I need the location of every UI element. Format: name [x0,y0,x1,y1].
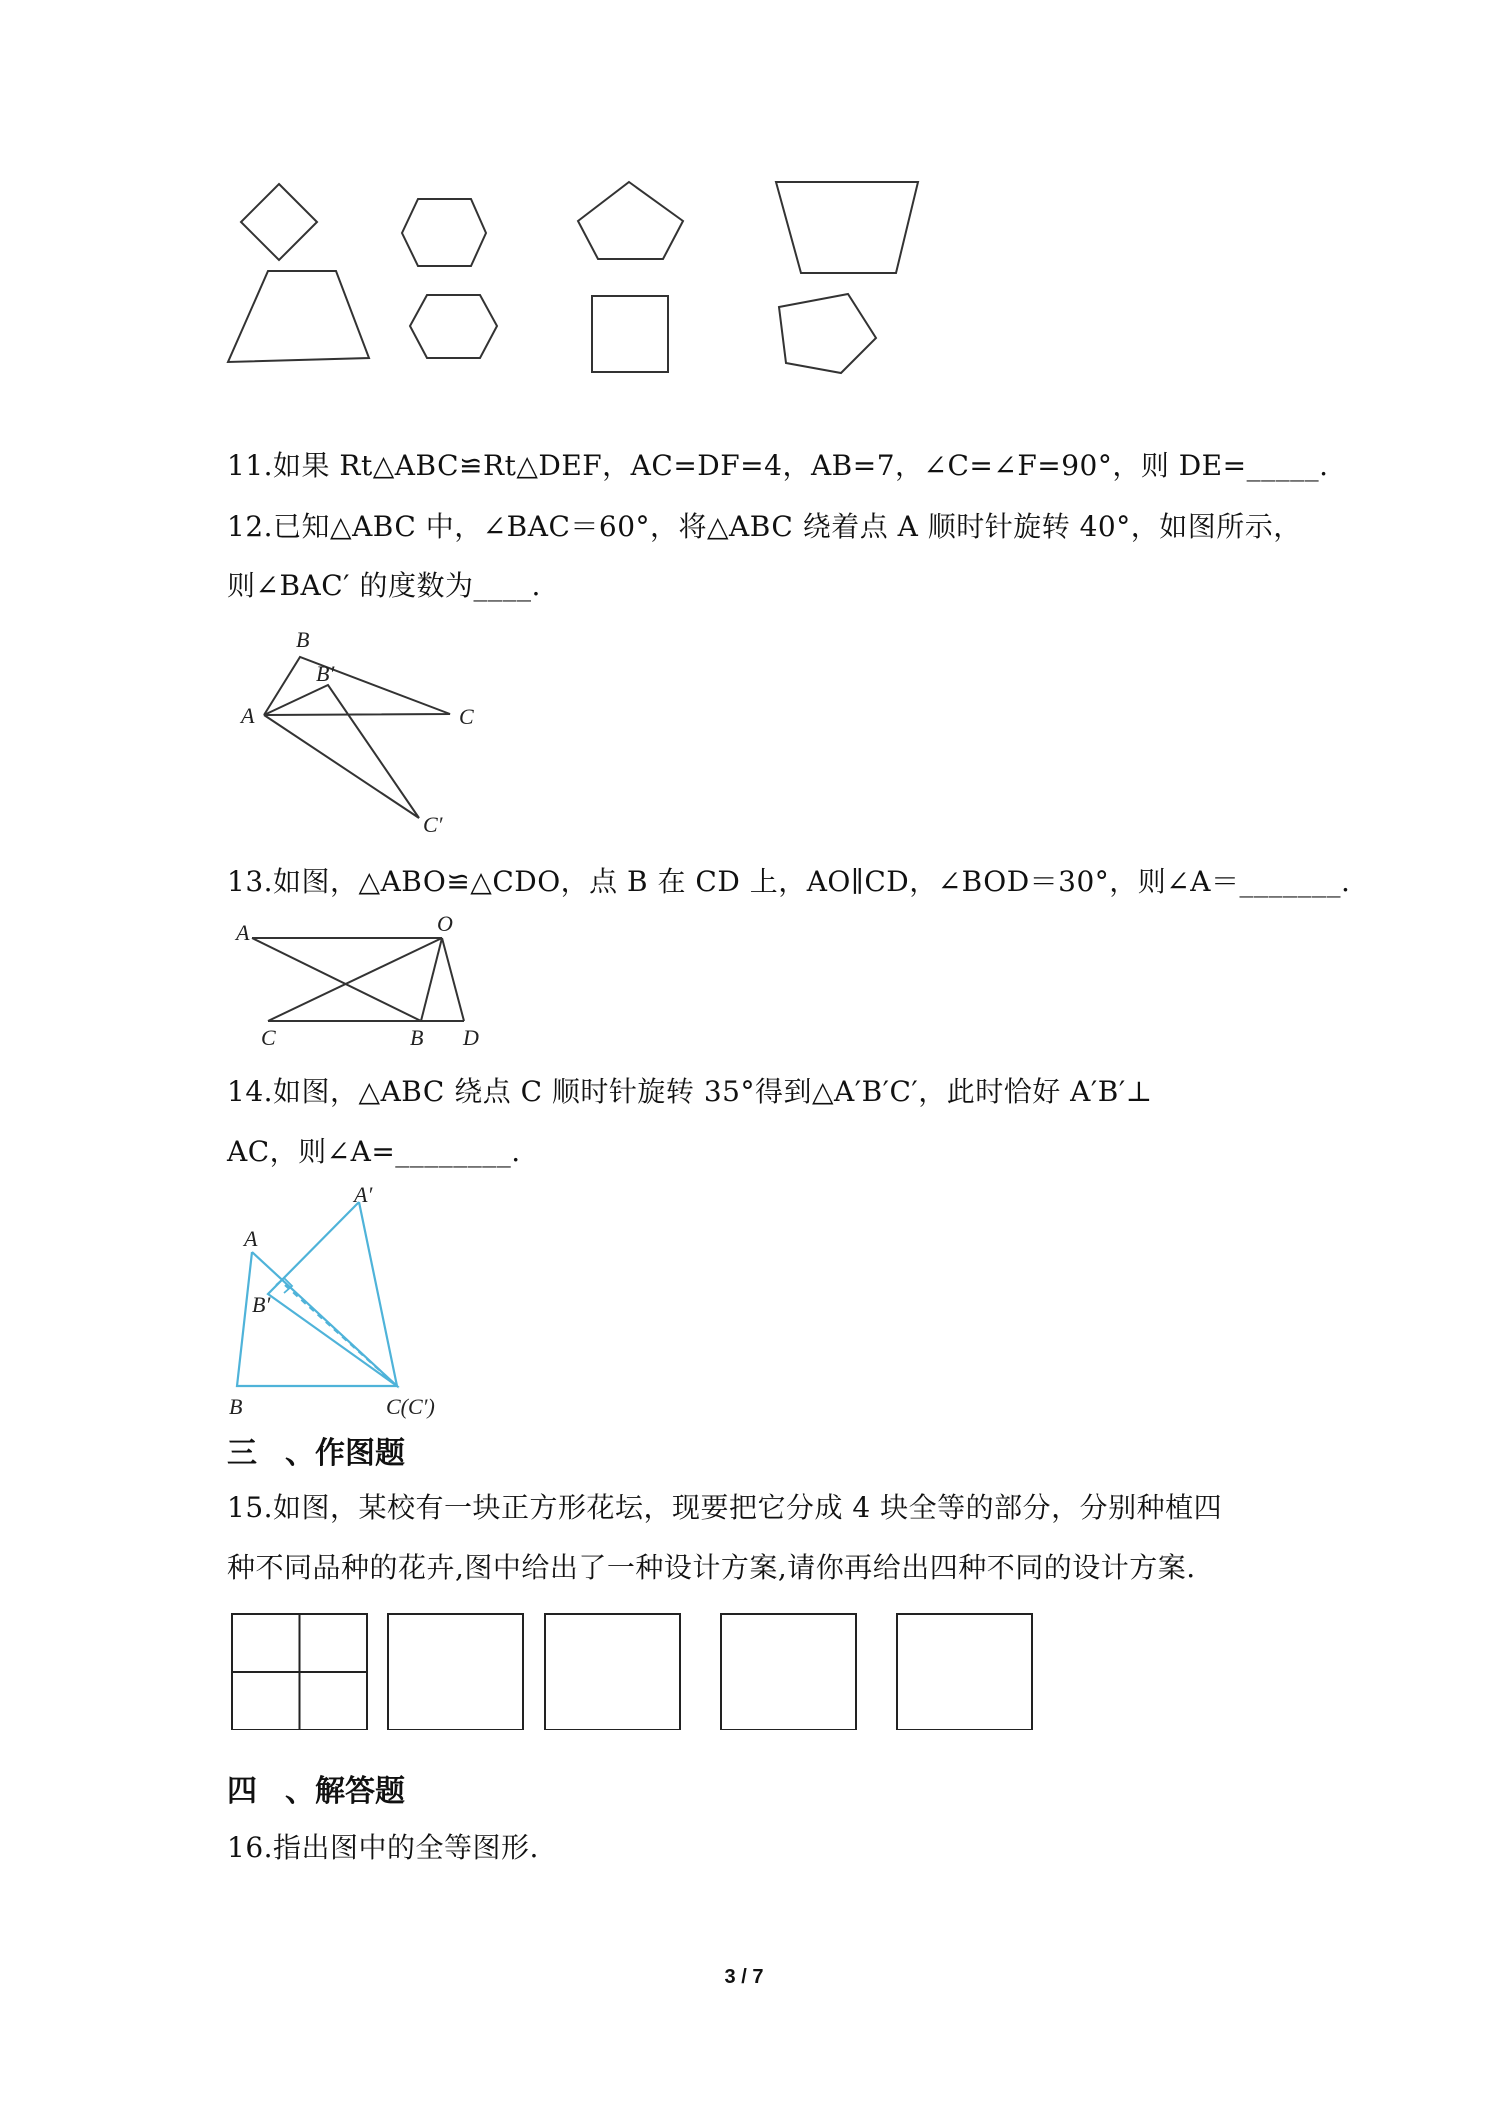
label-B: B [229,1394,243,1419]
label-C-prime: C′ [423,812,443,837]
page-number: 3 / 7 [724,1966,764,1988]
section-4-title: 、解答题 [285,1774,405,1809]
section-3-title: 、作图题 [285,1436,405,1471]
blank-design-square-4 [897,1614,1032,1730]
square-shape [592,296,668,372]
label-O: O [437,911,453,936]
section-4-number: 四 [227,1774,257,1809]
q15-flowerbed-figure [220,1600,1050,1730]
question-14-line-2: AC，则∠A=________. [227,1135,521,1168]
label-A-prime: A′ [354,1182,373,1207]
small-diamond-shape [241,184,317,260]
label-A: A [241,703,255,728]
label-B: B [410,1025,424,1050]
section-3-heading [227,1428,405,1472]
question-16: 16.指出图中的全等图形. [227,1831,539,1864]
question-15-line-1: 15.如图，某校有一块正方形花坛，现要把它分成 4 块全等的部分，分别种植四 [227,1491,1223,1524]
blank-design-square-2 [545,1614,680,1730]
trapezoid-shape-1 [228,271,369,362]
question-12-line-2: 则∠BAC′ 的度数为____. [227,569,541,602]
inverted-trapezoid-shape [776,182,918,273]
section-4-heading [227,1766,405,1810]
pentagon-shape-2 [779,294,876,373]
label-B-prime: B′ [316,661,335,686]
label-C-C-prime: C(C′) [386,1394,435,1419]
label-A: A [244,1226,258,1251]
label-B-prime: B′ [252,1292,271,1317]
q12-triangle-figure [230,620,490,840]
question-14-line-1: 14.如图，△ABC 绕点 C 顺时针旋转 35°得到△A′B′C′，此时恰好 A′B′⊥ [227,1075,1153,1108]
question-12-line-1: 12.已知△ABC 中，∠BAC＝60°，将△ABC 绕着点 A 顺时针旋转 40°，如图所示， [227,510,1302,543]
label-C: C [261,1025,276,1050]
label-B: B [296,627,310,652]
q13-figure [230,910,490,1050]
section-3-number: 三 [227,1436,257,1471]
hexagon-shape-2 [410,295,497,358]
question-11: 11.如果 Rt△ABC≌Rt△DEF，AC=DF=4，AB=7，∠C=∠F=90°，则 DE=_____. [227,449,1329,482]
shapes-figure [0,0,1488,400]
label-D: D [463,1025,479,1050]
blank-design-square-3 [721,1614,856,1730]
label-C: C [459,704,474,729]
question-15-line-2: 种不同品种的花卉,图中给出了一种设计方案,请你再给出四种不同的设计方案. [227,1551,1196,1584]
pentagon-shape-1 [578,182,683,259]
blank-design-square-1 [388,1614,523,1730]
question-13: 13.如图，△ABO≌△CDO，点 B 在 CD 上，AO∥CD，∠BOD＝30°，则∠A＝_______. [227,865,1351,898]
hexagon-shape-1 [402,199,486,266]
q14-rotation-figure [225,1180,465,1420]
label-A: A [236,920,250,945]
